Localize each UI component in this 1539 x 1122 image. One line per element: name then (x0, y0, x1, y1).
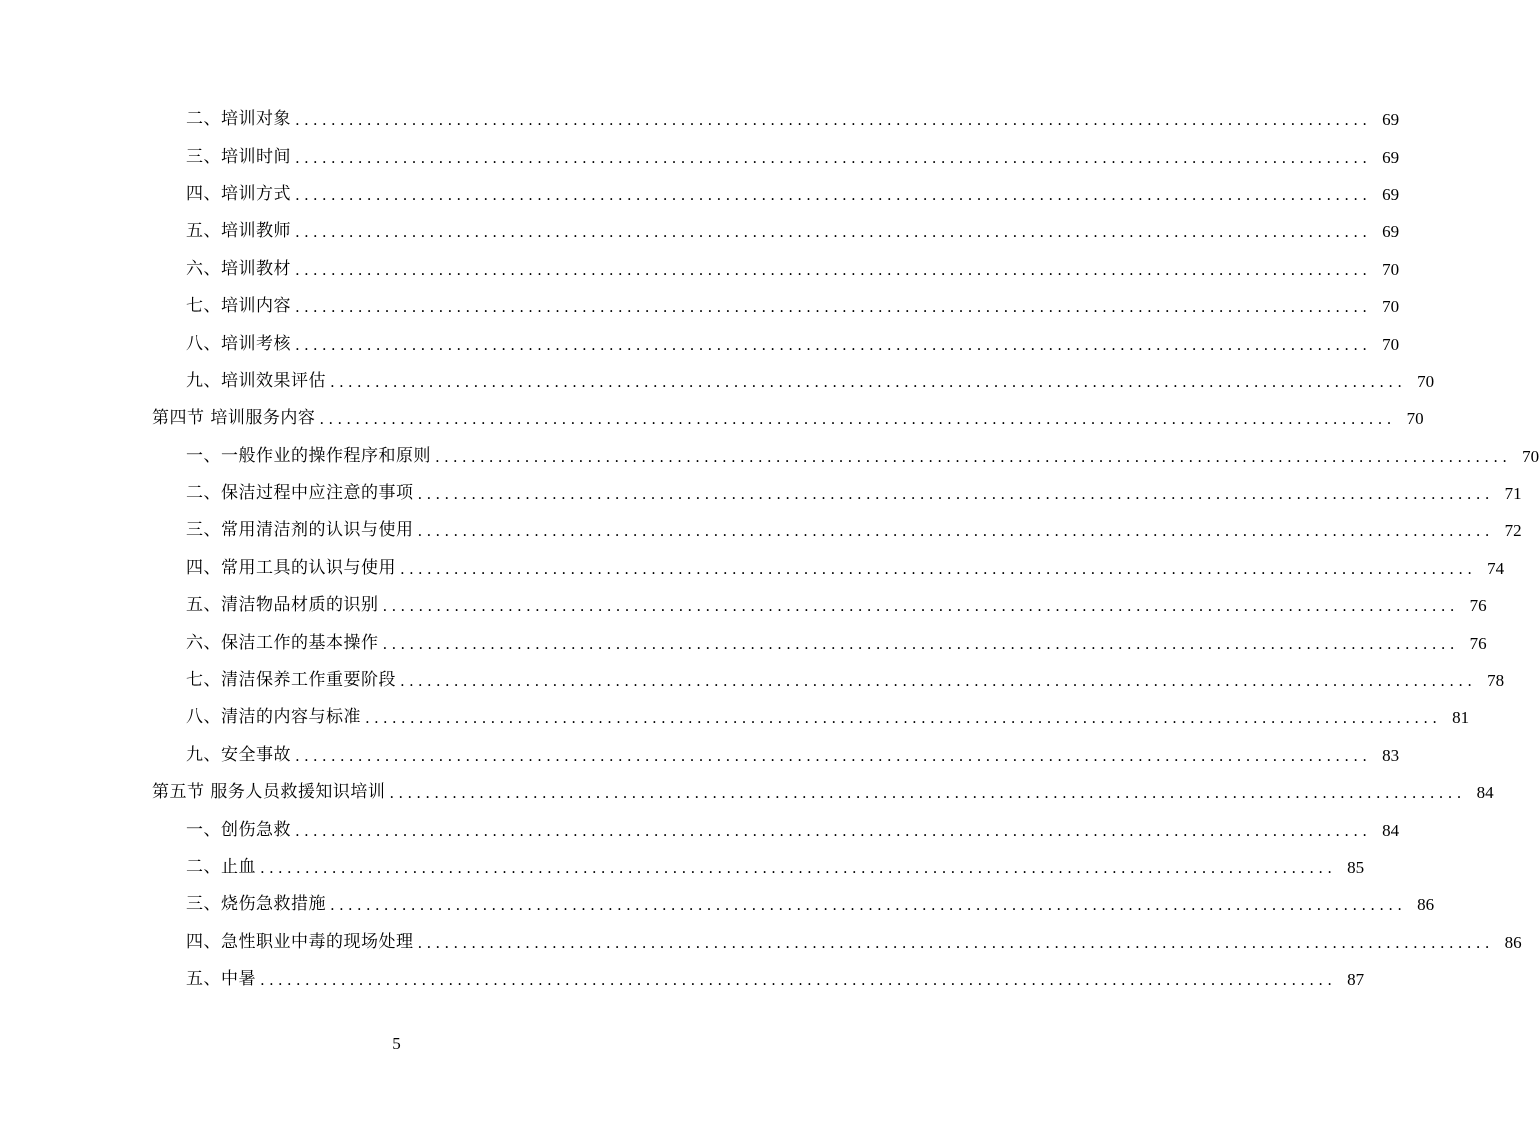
toc-entry-label: 二、止血 (186, 857, 256, 877)
toc-entry[interactable] (0, 587, 1487, 624)
toc-entry-label: 第四节 培训服务内容 (152, 408, 316, 429)
toc-entry-page: 86 (1504, 932, 1522, 952)
toc-entry-page: 70 (1417, 371, 1435, 391)
toc-dot-leader: ........................................................................................................................ (417, 485, 1494, 504)
toc-dot-leader: ........................................................................................................................ (389, 784, 1466, 803)
toc-entry-label: 六、保洁工作的基本操作 (186, 632, 379, 653)
toc-entry-label: 九、培训效果评估 (186, 370, 326, 391)
toc-entry-label: 三、常用清洁剂的认识与使用 (186, 520, 414, 541)
toc-dot-leader: ........................................................................................................................ (260, 859, 1337, 877)
toc-entry[interactable] (0, 550, 1505, 587)
toc-dot-leader: ........................................................................................................................ (382, 597, 1459, 616)
toc-dot-leader: ........................................................................................................................ (295, 260, 1372, 279)
toc-dot-leader: ........................................................................................................................ (400, 559, 1477, 578)
toc-entry-label: 一、创伤急救 (186, 819, 291, 840)
toc-entry-page: 84 (1382, 820, 1400, 840)
toc-entry[interactable] (0, 624, 1487, 661)
toc-dot-leader: ........................................................................................................................ (435, 447, 1512, 466)
toc-dot-leader: ........................................................................................................................ (295, 746, 1372, 765)
toc-entry-page: 71 (1504, 484, 1522, 504)
toc-entry[interactable] (0, 251, 1400, 288)
toc-entry-label: 二、培训对象 (186, 109, 291, 130)
toc-entry[interactable] (0, 363, 1435, 400)
toc-entry[interactable] (0, 961, 1365, 998)
toc-entry-label: 五、清洁物品材质的识别 (186, 595, 379, 616)
toc-entry-page: 83 (1382, 745, 1400, 765)
toc-entry-page: 69 (1382, 222, 1400, 242)
toc-entry-label: 四、常用工具的认识与使用 (186, 557, 396, 578)
toc-entry-label: 六、培训教材 (186, 258, 291, 279)
toc-entry[interactable] (0, 662, 1505, 699)
toc-entry-label: 二、保洁过程中应注意的事项 (186, 483, 414, 504)
toc-entry-page: 76 (1469, 633, 1487, 653)
toc-entry-page: 69 (1382, 110, 1400, 130)
toc-entry-page: 69 (1382, 184, 1400, 204)
toc-entry[interactable] (0, 213, 1400, 250)
toc-dot-leader: ........................................................................................................................ (295, 821, 1372, 840)
toc-dot-leader: ........................................................................................................................ (295, 111, 1372, 130)
toc-entry-label: 五、中暑 (186, 969, 256, 990)
toc-entry-page: 72 (1504, 521, 1522, 541)
toc-entry-page: 70 (1382, 259, 1400, 279)
toc-entry-page: 70 (1382, 334, 1400, 354)
toc-dot-leader: ........................................................................................................................ (260, 971, 1337, 990)
toc-dot-leader: ........................................................................................................................ (295, 148, 1372, 167)
toc-dot-leader: ........................................................................................................................ (330, 372, 1407, 391)
table-of-contents (0, 101, 1539, 998)
toc-entry-page: 70 (1406, 409, 1424, 429)
toc-entry-page: 78 (1487, 671, 1505, 691)
toc-dot-leader: ........................................................................................................................ (400, 672, 1477, 691)
toc-entry[interactable] (0, 438, 1539, 475)
toc-entry[interactable] (0, 475, 1522, 512)
toc-entry[interactable] (0, 886, 1435, 923)
toc-entry-page: 76 (1469, 596, 1487, 616)
toc-entry-page: 84 (1476, 783, 1494, 803)
toc-dot-leader: ........................................................................................................................ (417, 522, 1494, 541)
toc-entry-label: 八、培训考核 (186, 333, 291, 354)
toc-entry-label: 五、培训教师 (186, 221, 291, 242)
toc-dot-leader: ........................................................................................................................ (330, 896, 1407, 915)
toc-entry[interactable] (0, 737, 1400, 774)
toc-entry[interactable] (0, 774, 1494, 811)
toc-entry[interactable] (0, 400, 1424, 437)
toc-entry-label: 一、一般作业的操作程序和原则 (186, 445, 431, 466)
toc-dot-leader: ........................................................................................................................ (417, 933, 1494, 952)
toc-entry-page: 70 (1382, 297, 1400, 317)
toc-entry[interactable] (0, 138, 1400, 175)
toc-dot-leader: ........................................................................................................................ (365, 709, 1442, 728)
toc-entry-page: 86 (1417, 895, 1435, 915)
toc-entry-page: 81 (1452, 708, 1470, 728)
toc-entry[interactable] (0, 699, 1470, 736)
toc-entry-label: 九、安全事故 (186, 744, 291, 765)
toc-entry[interactable] (0, 288, 1400, 325)
toc-entry[interactable] (0, 101, 1400, 138)
toc-entry-label: 三、培训时间 (186, 146, 291, 167)
toc-dot-leader: ........................................................................................................................ (295, 298, 1372, 317)
toc-entry-page: 69 (1382, 147, 1400, 167)
toc-entry[interactable] (0, 849, 1365, 886)
toc-entry-label: 七、清洁保养工作重要阶段 (186, 670, 396, 691)
toc-dot-leader: ........................................................................................................................ (382, 634, 1459, 653)
toc-entry-label: 七、培训内容 (186, 296, 291, 317)
toc-entry-page: 87 (1347, 970, 1365, 990)
toc-entry-label: 三、烧伤急救措施 (186, 894, 326, 915)
toc-entry[interactable] (0, 924, 1522, 961)
toc-entry[interactable] (0, 811, 1400, 848)
page-number: 5 (392, 1034, 401, 1053)
toc-entry-label: 第五节 服务人员救援知识培训 (152, 782, 386, 803)
toc-dot-leader: ........................................................................................................................ (295, 185, 1372, 204)
toc-dot-leader: ........................................................................................................................ (295, 223, 1372, 242)
toc-entry[interactable] (0, 512, 1522, 549)
toc-entry[interactable] (0, 176, 1400, 213)
toc-dot-leader: ........................................................................................................................ (319, 410, 1396, 429)
toc-entry-page: 85 (1347, 858, 1365, 877)
toc-entry[interactable] (0, 325, 1400, 362)
toc-entry-page: 74 (1487, 558, 1505, 578)
toc-entry-label: 四、急性职业中毒的现场处理 (186, 931, 414, 952)
toc-entry-label: 四、培训方式 (186, 183, 291, 204)
toc-entry-label: 八、清洁的内容与标准 (186, 707, 361, 728)
toc-dot-leader: ........................................................................................................................ (295, 335, 1372, 354)
toc-entry-page: 70 (1522, 446, 1539, 466)
